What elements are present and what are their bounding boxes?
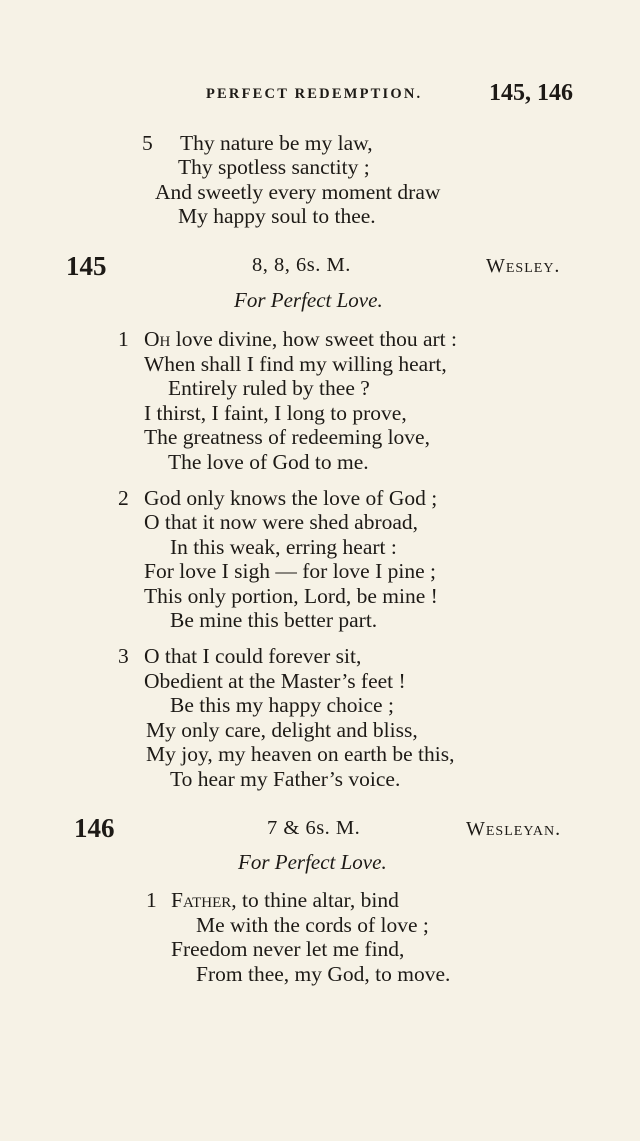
hymn-meter: 7 & 6s. M. [267, 817, 361, 839]
stanza-number: 1 [146, 888, 157, 912]
hymn-number: 145 [66, 251, 107, 281]
verse-line: My happy soul to thee. [178, 204, 376, 228]
verse-line: The love of God to me. [168, 450, 369, 474]
verse-line: When shall I find my willing heart, [144, 352, 447, 376]
running-title: PERFECT REDEMPTION. [206, 86, 423, 102]
verse-line [171, 890, 399, 912]
hymn-number: 146 [74, 813, 115, 843]
verse-line: From thee, my God, to move. [196, 962, 451, 986]
page-numbers: 145, 146 [489, 80, 573, 106]
verse-line: God only knows the love of God ; [144, 486, 438, 510]
verse-line: Entirely ruled by thee ? [168, 376, 370, 400]
verse-line: Freedom never let me find, [171, 937, 405, 961]
verse-line: Me with the cords of love ; [196, 913, 429, 937]
verse-line [144, 329, 457, 351]
verse-line-rest: to thine altar, bind [236, 888, 399, 912]
hymn-title: For Perfect Love. [234, 288, 383, 312]
verse-line: This only portion, Lord, be mine ! [144, 584, 438, 608]
hymn-meter: 8, 8, 6s. M. [252, 254, 351, 276]
verse-line: Thy spotless sanctity ; [178, 155, 370, 179]
verse-line: To hear my Father’s voice. [170, 767, 401, 791]
verse-line: In this weak, erring heart : [170, 535, 397, 559]
verse-line: I thirst, I faint, I long to prove, [144, 401, 407, 425]
verse-line: My joy, my heaven on earth be this, [146, 742, 455, 766]
tune-name: Wesleyan. [466, 818, 562, 840]
stanza-number: 1 [118, 327, 129, 351]
verse-line: Be this my happy choice ; [170, 693, 394, 717]
hymn-title: For Perfect Love. [238, 850, 387, 874]
verse-line: O that I could forever sit, [144, 644, 362, 668]
verse-line-rest: love divine, how sweet thou art : [170, 327, 457, 351]
verse-line: Obedient at the Master’s feet ! [144, 669, 406, 693]
stanza-number: 5 [142, 131, 153, 155]
stanza-number: 3 [118, 644, 129, 668]
verse-line: For love I sigh — for love I pine ; [144, 559, 436, 583]
verse-line: Thy nature be my law, [180, 131, 373, 155]
verse-line: And sweetly every moment draw [155, 180, 441, 204]
tune-name: Wesley. [486, 255, 561, 277]
verse-first-word: Oh [144, 327, 171, 351]
verse-line: My only care, delight and bliss, [146, 718, 418, 742]
stanza-number: 2 [118, 486, 129, 510]
verse-line: O that it now were shed abroad, [144, 510, 419, 534]
verse-first-word: Father, [171, 888, 237, 912]
verse-line: The greatness of redeeming love, [144, 425, 430, 449]
verse-line: Be mine this better part. [170, 608, 378, 632]
